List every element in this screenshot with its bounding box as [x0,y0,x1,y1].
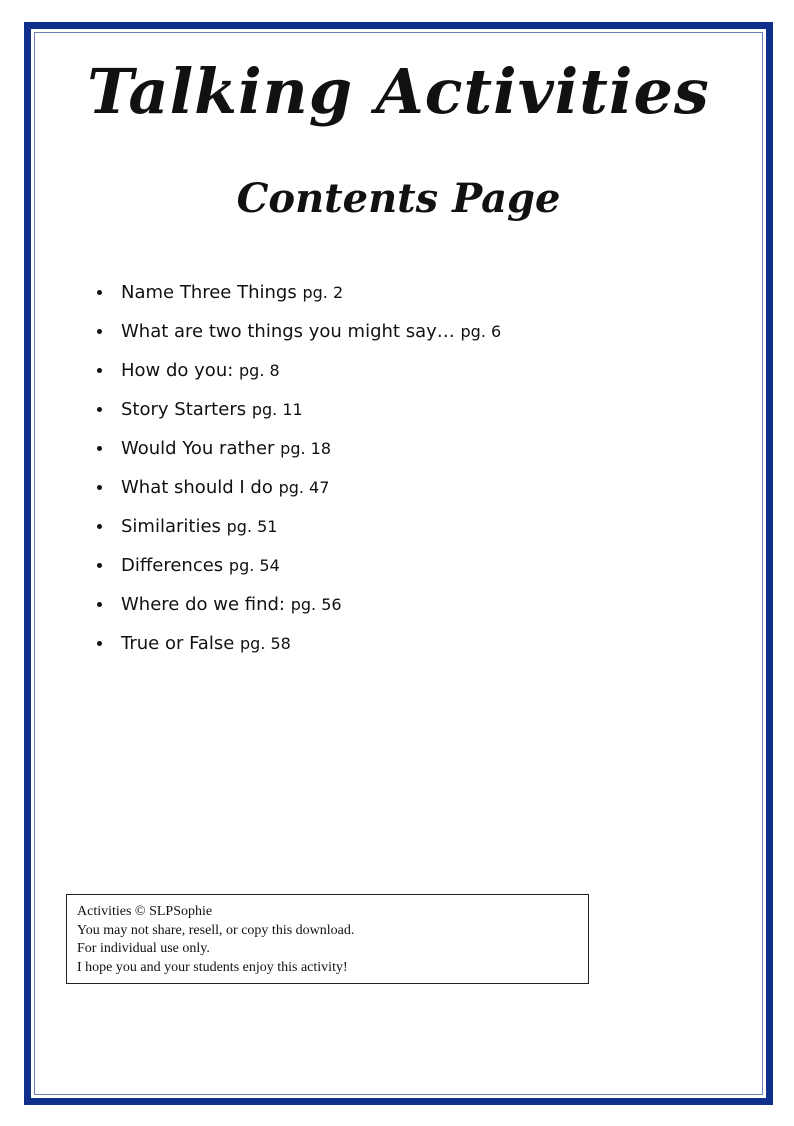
contents-item-page: pg. 54 [228,556,280,575]
contents-item [93,429,501,468]
bullet-icon [97,602,102,607]
contents-item [93,390,501,429]
contents-item-label: How do you: [121,360,240,381]
contents-item-label: What should I do [121,477,279,498]
copyright-line: You may not share, resell, or copy this download. [77,922,355,938]
contents-item-page: pg. 2 [302,283,344,302]
contents-item-page: pg. 51 [226,517,278,536]
copyright-line: I hope you and your students enjoy this activity! [77,959,348,975]
bullet-icon [97,485,102,490]
page-title: Talking Activities [87,55,710,128]
contents-item-page: pg. 6 [460,322,502,341]
contents-item-label: True or False [121,633,240,654]
page-frame [24,22,773,1105]
page-subtitle: Contents Page [236,175,561,222]
copyright-notice [66,894,589,984]
bullet-icon [97,563,102,568]
contents-item [93,468,501,507]
contents-item-page: pg. 18 [280,439,331,458]
contents-item [93,624,501,663]
bullet-icon [97,290,102,295]
contents-item-label: Story Starters [121,399,252,420]
bullet-icon [97,329,102,334]
contents-item-label: Name Three Things [121,282,303,303]
contents-item-page: pg. 47 [278,478,330,497]
copyright-line: Activities © SLPSophie [77,904,213,919]
contents-item-page: pg. 58 [240,634,291,653]
contents-item-label: Similarities [121,516,227,537]
bullet-icon [97,446,102,451]
bullet-icon [97,407,102,412]
contents-list [93,273,501,663]
contents-item [93,585,501,624]
contents-item-label: Would You rather [121,438,281,459]
bullet-icon [97,368,102,373]
bullet-icon [97,641,102,646]
copyright-line: For individual use only. [77,941,210,956]
bullet-icon [97,524,102,529]
contents-item [93,351,501,390]
contents-item-page: pg. 56 [290,595,342,614]
contents-item-label: Differences [121,555,229,576]
contents-item [93,312,501,351]
contents-item [93,273,501,312]
contents-item [93,546,501,585]
contents-item-page: pg. 8 [239,361,280,380]
contents-item [93,507,501,546]
contents-item-page: pg. 11 [251,400,303,419]
contents-item-label: Where do we find: [121,594,291,615]
contents-item-label: What are two things you might say… [121,321,461,342]
